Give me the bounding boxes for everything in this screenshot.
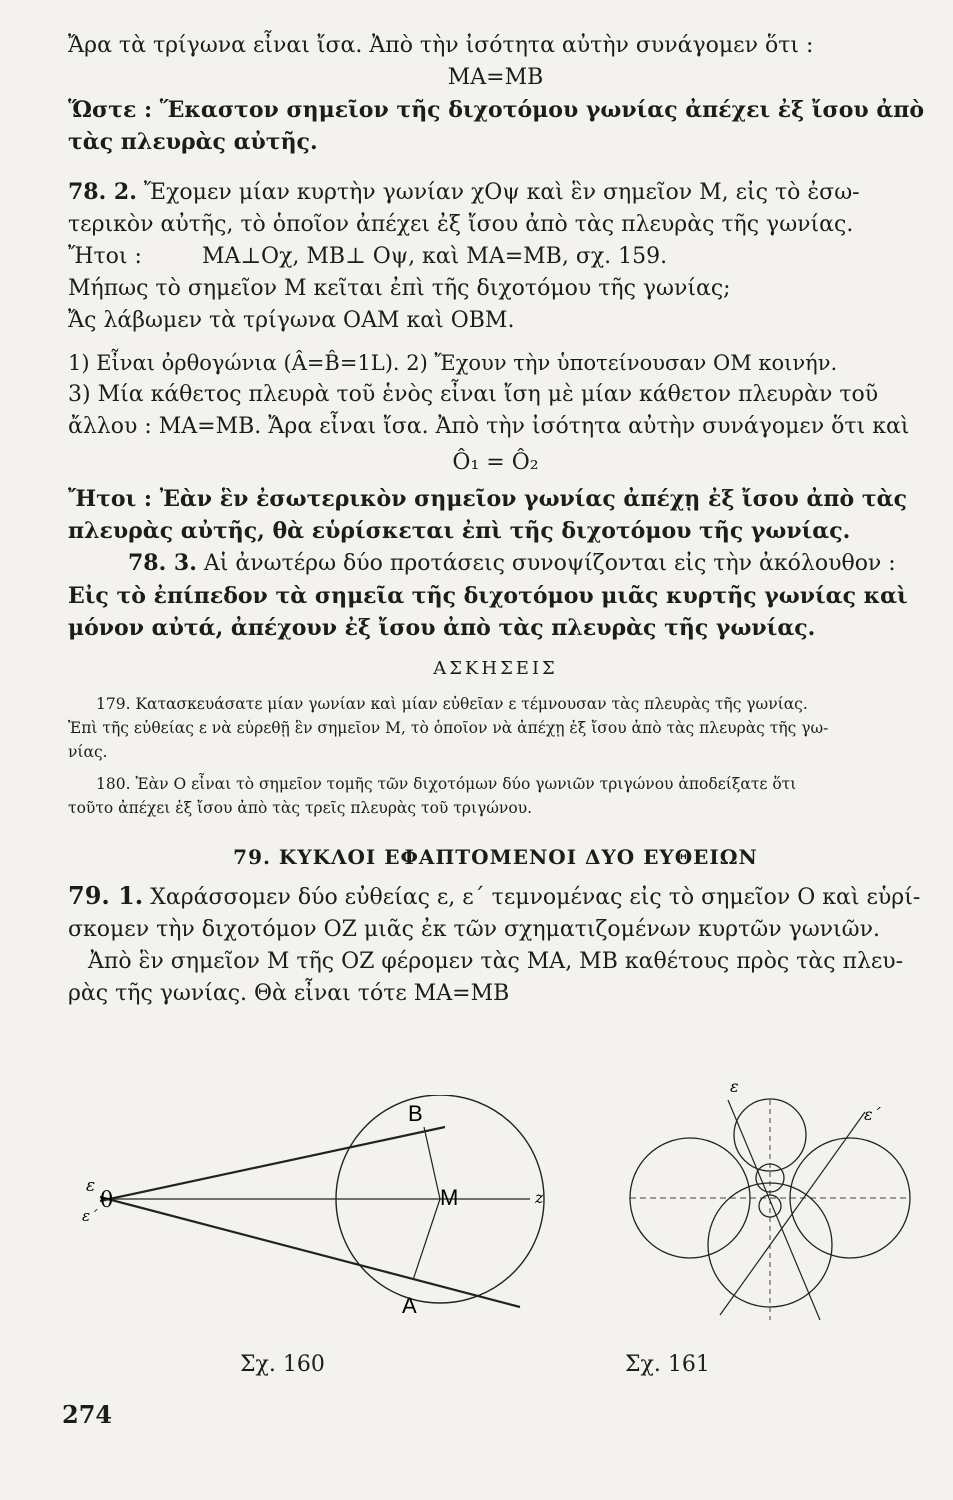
- exercises-title: ΑΣΚΗΣΕΙΣ: [433, 658, 558, 679]
- formula: ΜΑ=ΜΒ: [447, 65, 544, 90]
- figure-161: [620, 1070, 920, 1355]
- paragraph-79-1: [68, 880, 923, 914]
- label-epsilon-prime: ε΄: [864, 1105, 881, 1124]
- text-line: σκομεν τὴν διχοτόμον ΟΖ μιᾶς ἐκ τῶν σχηματιζομένων κυρτῶν γωνιῶν.: [68, 917, 880, 942]
- segment-ma: [413, 1199, 440, 1280]
- label-o: θ: [100, 1188, 114, 1213]
- exercise-180: 180. Ἐὰν Ο εἶναι τὸ σημεῖον τομῆς τῶν διχοτόμων δύο γωνιῶν τριγώνου ἀποδείξατε ὅτι: [96, 775, 797, 793]
- text-line: Χαράσσομεν δύο εὐθείας ε, ε΄ τεμνομένας εἰς τὸ σημεῖον Ο καὶ εὑρί-: [150, 885, 921, 910]
- text-line: Ἄς λάβωμεν τὰ τρίγωνα ΟΑΜ καὶ ΟΒΜ.: [68, 308, 515, 333]
- label-b: Β: [408, 1101, 423, 1126]
- given-line: [68, 241, 923, 273]
- theorem-line: μόνον αὐτά, ἀπέχουν ἐξ ἴσου ἀπὸ τὰς πλευρὰς τῆς γωνίας.: [68, 615, 816, 641]
- theorem-line: Ἤτοι : Ἐὰν ἓν ἐσωτερικὸν σημεῖον γωνίας ἀπέχῃ ἐξ ἴσου ἀπὸ τὰς: [68, 486, 907, 512]
- text-line: ἄλλου : ΜΑ=ΜΒ. Ἄρα εἶναι ἴσα. Ἀπὸ τὴν ἰσότητα αὐτὴν συνάγομεν ὅτι καὶ: [68, 414, 910, 439]
- formula: ΜΑ⊥Οχ, ΜΒ⊥ Οψ, καὶ ΜΑ=ΜΒ, σχ. 159.: [201, 244, 668, 269]
- section-number: 79. 1.: [68, 881, 144, 910]
- section-number: 78. 3.: [128, 550, 197, 576]
- exercise-179: Ἐπὶ τῆς εὐθείας ε νὰ εὑρεθῇ ἓν σημεῖον Μ, τὸ ὁποῖον νὰ ἀπέχῃ ἐξ ἴσου ἀπὸ τὰς πλευρὰς τῆς γω-: [68, 719, 829, 737]
- text-line: 1) Εἶναι ὀρθογώνια (Â=B̂=1L). 2) Ἔχουν τὴν ὑποτείνουσαν ΟΜ κοινήν.: [68, 351, 838, 375]
- label-a: Α: [402, 1293, 417, 1318]
- figure-160: [80, 1095, 560, 1335]
- text-line: ρὰς τῆς γωνίας. Θὰ εἶναι τότε ΜΑ=ΜΒ: [68, 981, 510, 1006]
- text-line: Μήπως τὸ σημεῖον Μ κεῖται ἐπὶ τῆς διχοτόμου τῆς γωνίας;: [68, 276, 731, 301]
- exercise-179: 179. Κατασκευάσατε μίαν γωνίαν καὶ μίαν εὐθεῖαν ε τέμνουσαν τὰς πλευρὰς τῆς γωνίας.: [96, 695, 808, 713]
- figure-161-caption: Σχ. 161: [625, 1352, 710, 1377]
- label-epsilon: ε: [86, 1176, 96, 1196]
- theorem-line: Ὥστε : Ἕκαστον σημεῖον τῆς διχοτόμου γωνίας ἀπέχει ἐξ ἴσου ἀπὸ: [68, 97, 925, 123]
- paragraph-78-2: [68, 176, 923, 209]
- section-heading: 79. ΚΥΚΛΟΙ ΕΦΑΠΤΟΜΕΝΟΙ ΔΥΟ ΕΥΘΕΙΩΝ: [233, 845, 758, 869]
- page-text: [68, 30, 923, 1010]
- exercise-180: τοῦτο ἀπέχει ἐξ ἴσου ἀπὸ τὰς τρεῖς πλευρὰς τοῦ τριγώνου.: [68, 799, 533, 817]
- figure-160-caption: Σχ. 160: [240, 1352, 325, 1377]
- text-line: Αἱ ἀνωτέρω δύο προτάσεις συνοψίζονται εἰς τὴν ἀκόλουθον :: [203, 551, 896, 576]
- label-m: Μ: [440, 1185, 459, 1210]
- label-epsilon: ε: [730, 1077, 739, 1096]
- line-epsilon: [100, 1197, 520, 1307]
- text-line: Ἄρα τὰ τρίγωνα εἶναι ἴσα. Ἀπὸ τὴν ἰσότητα αὐτὴν συνάγομεν ὅτι :: [68, 33, 814, 58]
- text-line: Ἀπὸ ἓν σημεῖον Μ τῆς ΟΖ φέρομεν τὰς ΜΑ, ΜΒ καθέτους πρὸς τὰς πλευ-: [88, 949, 904, 974]
- formula: Ô₁ = Ô₂: [452, 450, 539, 475]
- exercise-179: νίας.: [68, 743, 108, 761]
- line-epsilon-prime: [100, 1127, 445, 1201]
- paragraph-78-3: [68, 547, 923, 580]
- theorem-line: Εἰς τὸ ἐπίπεδον τὰ σημεῖα τῆς διχοτόμου μιᾶς κυρτῆς γωνίας καὶ: [68, 583, 908, 609]
- section-number: 78. 2.: [68, 179, 137, 205]
- text-line: Ἔχομεν μίαν κυρτὴν γωνίαν χΟψ καὶ ἓν σημεῖον Μ, εἰς τὸ ἐσω-: [143, 180, 860, 205]
- segment-mb: [424, 1127, 440, 1199]
- label: Ἤτοι :: [68, 244, 142, 269]
- theorem-line: τὰς πλευρὰς αὐτῆς.: [68, 129, 318, 155]
- label-epsilon-prime: ε΄: [82, 1207, 98, 1225]
- label-z: z: [535, 1188, 544, 1207]
- text-line: τερικὸν αὐτῆς, τὸ ὁποῖον ἀπέχει ἐξ ἴσου ἀπὸ τὰς πλευρὰς τῆς γωνίας.: [68, 212, 854, 237]
- theorem-line: πλευρὰς αὐτῆς, θὰ εὑρίσκεται ἐπὶ τῆς διχοτόμου τῆς γωνίας.: [68, 518, 851, 544]
- text-line: 3) Μία κάθετος πλευρὰ τοῦ ἑνὸς εἶναι ἴση μὲ μίαν κάθετον πλευρὰν τοῦ: [68, 382, 879, 407]
- page-number: 274: [62, 1400, 113, 1429]
